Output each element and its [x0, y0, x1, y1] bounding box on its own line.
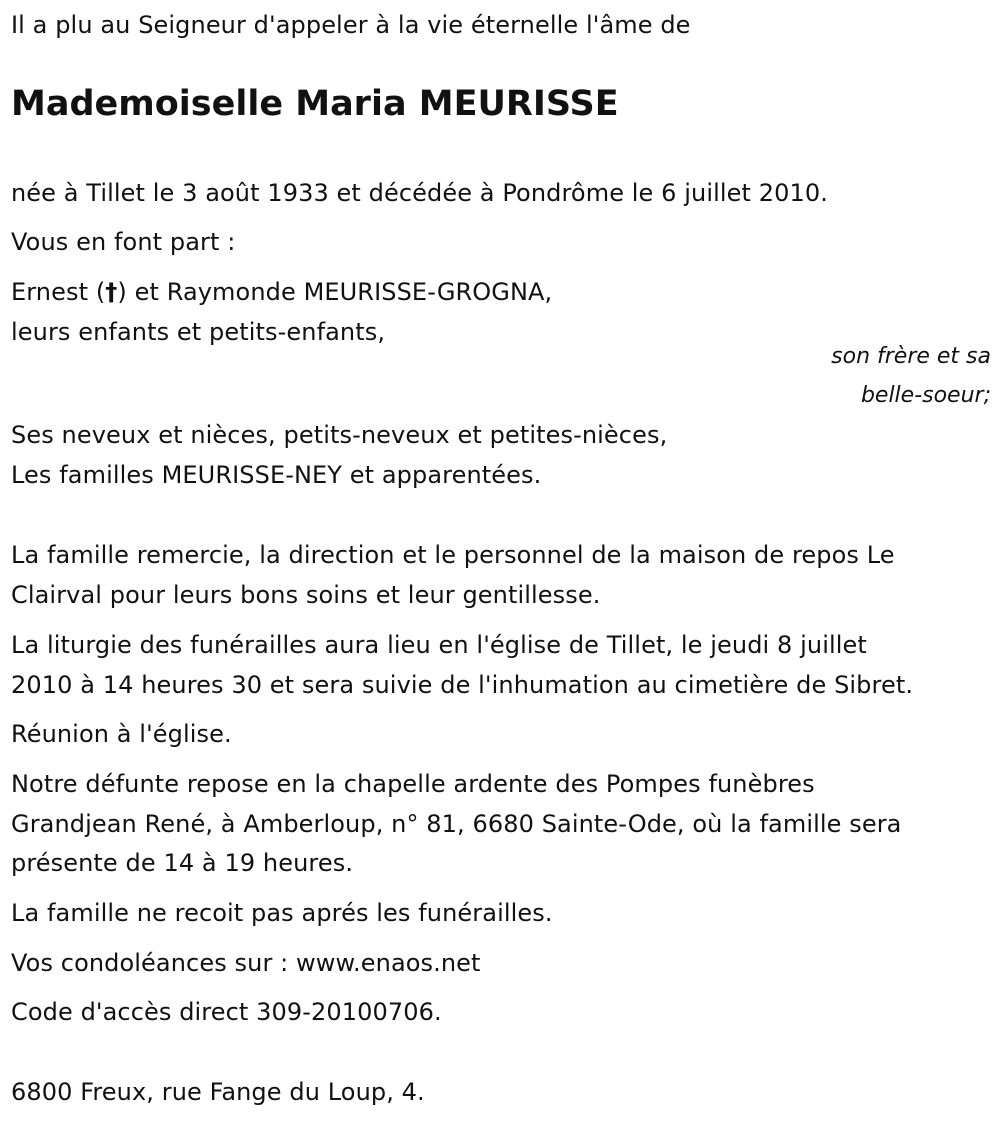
- birth-death-text: née à Tillet le 3 août 1933 et décédée à Pondrôme le 6 juillet 2010.: [11, 179, 828, 207]
- announce-text: Vous en font part :: [11, 228, 236, 256]
- chapel-line-1: Notre défunte repose en la chapelle ardente des Pompes funèbres: [11, 770, 815, 798]
- parents-line: [11, 272, 552, 312]
- thanks-line-2: Clairval pour leurs bons soins et leur gentillesse.: [11, 581, 601, 609]
- liturgy-line-2: 2010 à 14 heures 30 et sera suivie de l'inhumation au cimetière de Sibret.: [11, 671, 914, 699]
- access-code-text: Code d'accès direct 309-20100706.: [11, 998, 442, 1026]
- intro-text: Il a plu au Seigneur d'appeler à la vie éternelle l'âme de: [11, 11, 691, 39]
- relation-line-1: son frère et sa: [831, 344, 991, 369]
- liturgy-line-1: La liturgie des funérailles aura lieu en l'église de Tillet, le jeudi 8 juillet: [11, 631, 867, 659]
- chapel-line-3: présente de 14 à 19 heures.: [11, 849, 354, 877]
- thanks-line-1: La famille remercie, la direction et le personnel de la maison de repos Le: [11, 541, 895, 569]
- meeting-text: Réunion à l'église.: [11, 720, 232, 748]
- deceased-name: Mademoiselle Maria MEURISSE: [11, 84, 619, 124]
- cross-icon: †: [105, 278, 118, 306]
- relation-line-2: belle-soeur;: [860, 383, 991, 408]
- parents-prefix: Ernest (: [11, 278, 106, 306]
- chapel-line-2: Grandjean René, à Amberloup, n° 81, 6680 Sainte-Ode, où la famille sera: [11, 810, 902, 838]
- families-line: Les familles MEURISSE-NEY et apparentées.: [11, 461, 542, 489]
- address-text: 6800 Freux, rue Fange du Loup, 4.: [11, 1078, 425, 1106]
- nephews-line: Ses neveux et nièces, petits-neveux et petites-nièces,: [11, 421, 668, 449]
- no-visit-text: La famille ne recoit pas aprés les funérailles.: [11, 899, 553, 927]
- condolences-text: Vos condoléances sur : www.enaos.net: [11, 949, 481, 977]
- parents-suffix: ) et Raymonde MEURISSE-GROGNA,: [117, 278, 553, 306]
- children-line: leurs enfants et petits-enfants,: [11, 318, 386, 346]
